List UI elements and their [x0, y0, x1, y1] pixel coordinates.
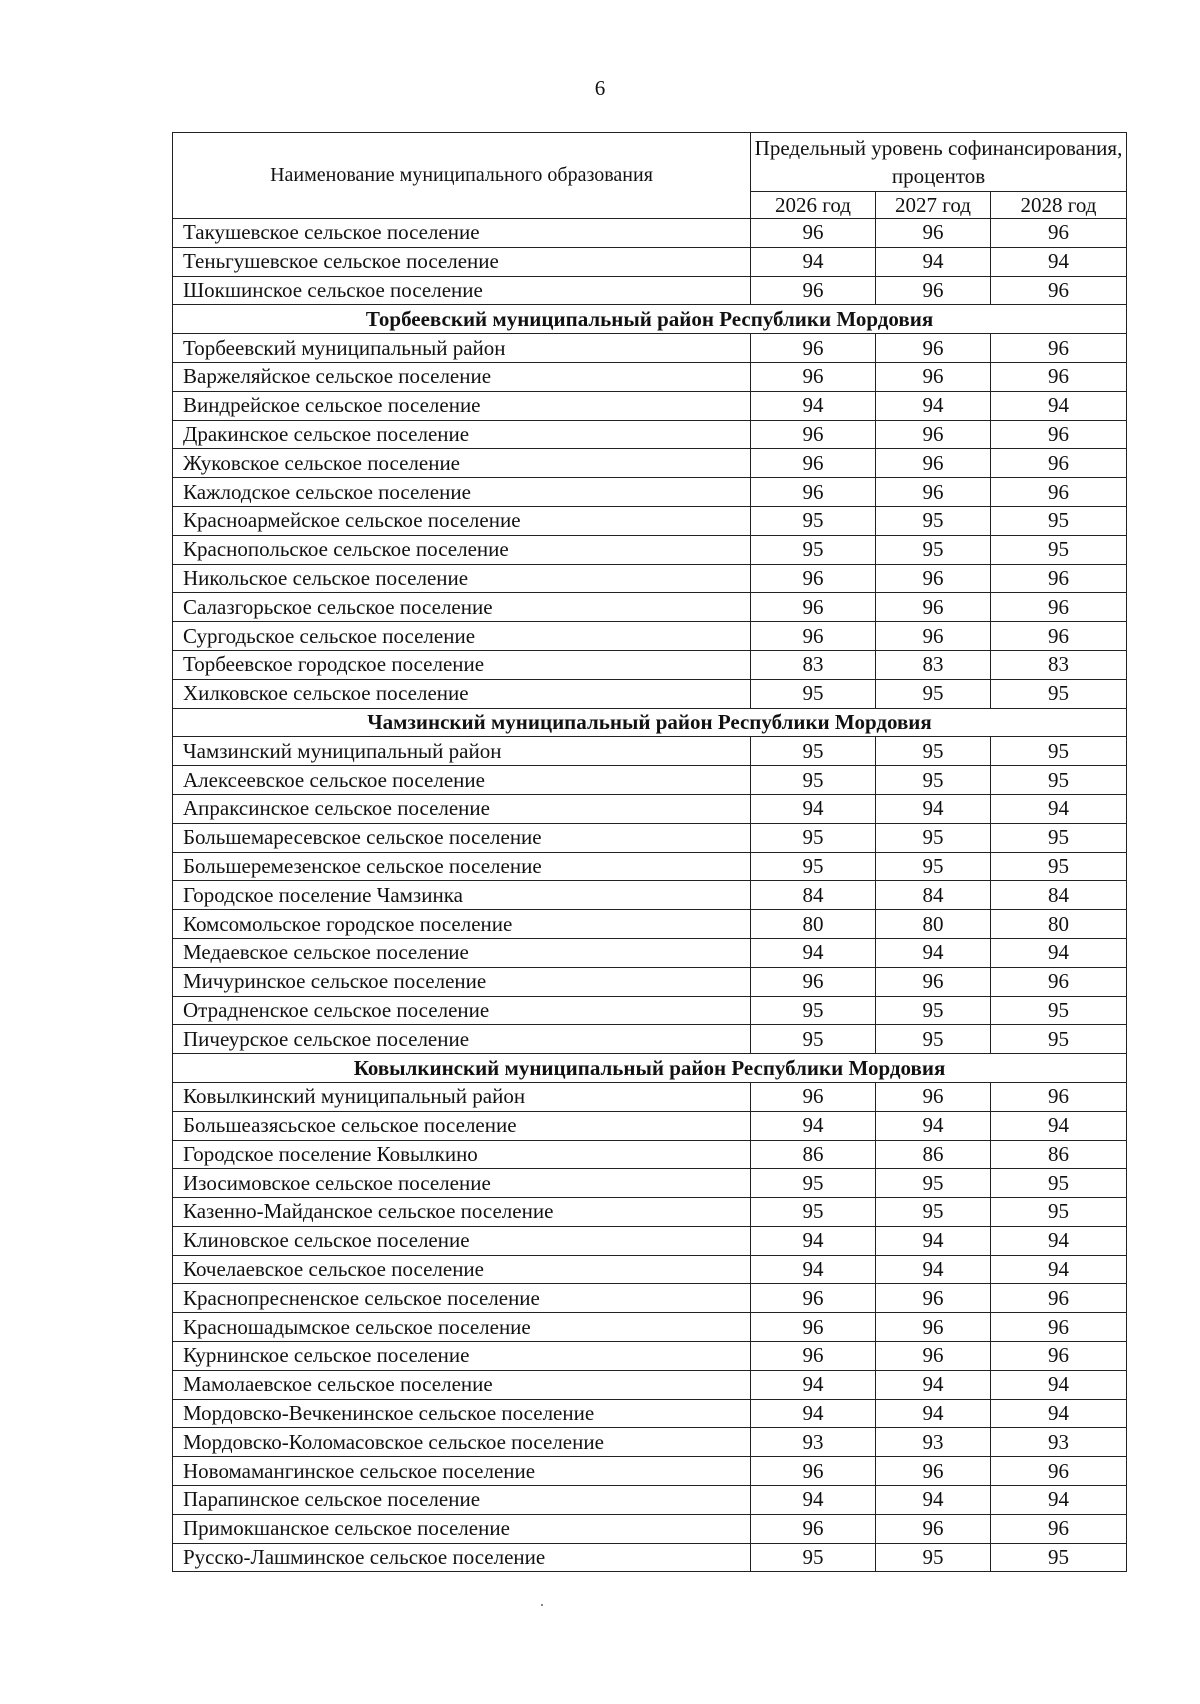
value-2026: 96: [751, 1342, 876, 1371]
value-2027: 96: [876, 449, 991, 478]
value-2026: 96: [751, 449, 876, 478]
municipality-name: Варжеляйское сельское поселение: [173, 362, 751, 391]
value-2026: 94: [751, 794, 876, 823]
value-2028: 95: [991, 823, 1127, 852]
municipality-name: Большемаресевское сельское поселение: [173, 823, 751, 852]
municipality-name: Виндрейское сельское поселение: [173, 391, 751, 420]
value-2027: 96: [876, 564, 991, 593]
municipality-name: Городское поселение Чамзинка: [173, 881, 751, 910]
value-2027: 96: [876, 276, 991, 305]
district-group-title: Ковылкинский муниципальный район Республики Мордовия: [173, 1054, 1127, 1083]
municipality-name: Чамзинский муниципальный район: [173, 737, 751, 766]
municipality-name: Дракинское сельское поселение: [173, 420, 751, 449]
value-2026: 95: [751, 679, 876, 708]
municipality-name: Краснопольское сельское поселение: [173, 535, 751, 564]
table-row: [173, 1399, 1127, 1428]
value-2027: 95: [876, 1169, 991, 1198]
table-row: [173, 1111, 1127, 1140]
municipality-name: Отрадненское сельское поселение: [173, 996, 751, 1025]
table-row: [173, 737, 1127, 766]
value-2028: 95: [991, 1169, 1127, 1198]
district-group-row: [173, 305, 1127, 334]
table-row: [173, 449, 1127, 478]
municipality-name: Городское поселение Ковылкино: [173, 1140, 751, 1169]
value-2027: 95: [876, 1198, 991, 1227]
value-2026: 96: [751, 967, 876, 996]
value-2028: 96: [991, 1284, 1127, 1313]
municipality-name: Хилковское сельское поселение: [173, 679, 751, 708]
value-2028: 95: [991, 996, 1127, 1025]
table-row: [173, 219, 1127, 248]
value-2026: 96: [751, 593, 876, 622]
value-2026: 80: [751, 910, 876, 939]
value-2027: 96: [876, 593, 991, 622]
municipality-name: Красноармейское сельское поселение: [173, 506, 751, 535]
header-year-2026: 2026 год: [751, 192, 876, 219]
value-2027: 94: [876, 1486, 991, 1515]
value-2028: 96: [991, 622, 1127, 651]
table-row: [173, 1457, 1127, 1486]
cofinancing-table: [172, 132, 1127, 1572]
value-2026: 96: [751, 276, 876, 305]
value-2027: 93: [876, 1428, 991, 1457]
table-row: [173, 996, 1127, 1025]
table-row: [173, 247, 1127, 276]
value-2028: 86: [991, 1140, 1127, 1169]
municipality-name: Апраксинское сельское поселение: [173, 794, 751, 823]
value-2026: 96: [751, 420, 876, 449]
table-row: [173, 276, 1127, 305]
value-2026: 96: [751, 1457, 876, 1486]
municipality-name: Мамолаевское сельское поселение: [173, 1370, 751, 1399]
value-2027: 94: [876, 391, 991, 420]
municipality-name: Торбеевское городское поселение: [173, 650, 751, 679]
municipality-name: Шокшинское сельское поселение: [173, 276, 751, 305]
header-year-2027: 2027 год: [876, 192, 991, 219]
table-row: [173, 478, 1127, 507]
value-2027: 84: [876, 881, 991, 910]
value-2028: 96: [991, 478, 1127, 507]
value-2026: 94: [751, 391, 876, 420]
municipality-name: Мордовско-Коломасовское сельское поселение: [173, 1428, 751, 1457]
table-row: [173, 622, 1127, 651]
value-2026: 95: [751, 1025, 876, 1054]
table-row: [173, 1342, 1127, 1371]
value-2028: 96: [991, 334, 1127, 363]
municipality-name: Кажлодское сельское поселение: [173, 478, 751, 507]
value-2026: 94: [751, 1486, 876, 1515]
value-2027: 96: [876, 622, 991, 651]
district-group-row: [173, 708, 1127, 737]
value-2028: 96: [991, 362, 1127, 391]
table-row: [173, 362, 1127, 391]
value-2026: 95: [751, 766, 876, 795]
value-2028: 96: [991, 564, 1127, 593]
table-row: [173, 506, 1127, 535]
value-2027: 94: [876, 1111, 991, 1140]
value-2028: 94: [991, 247, 1127, 276]
municipality-name: Парапинское сельское поселение: [173, 1486, 751, 1515]
value-2028: 96: [991, 1342, 1127, 1371]
value-2026: 94: [751, 247, 876, 276]
municipality-name: Клиновское сельское поселение: [173, 1226, 751, 1255]
district-group-title: Торбеевский муниципальный район Республики Мордовия: [173, 305, 1127, 334]
value-2028: 95: [991, 852, 1127, 881]
municipality-name: Русско-Лашминское сельское поселение: [173, 1543, 751, 1572]
value-2026: 86: [751, 1140, 876, 1169]
table-row: [173, 1428, 1127, 1457]
municipality-name: Ковылкинский муниципальный район: [173, 1082, 751, 1111]
value-2027: 80: [876, 910, 991, 939]
value-2027: 96: [876, 1514, 991, 1543]
table-body: [173, 219, 1127, 1572]
value-2028: 94: [991, 391, 1127, 420]
value-2027: 96: [876, 219, 991, 248]
value-2028: 94: [991, 1255, 1127, 1284]
value-2028: 94: [991, 938, 1127, 967]
municipality-name: Большеазясьское сельское поселение: [173, 1111, 751, 1140]
municipality-name: Пичеурское сельское поселение: [173, 1025, 751, 1054]
table-row: [173, 1514, 1127, 1543]
municipality-name: Жуковское сельское поселение: [173, 449, 751, 478]
value-2027: 96: [876, 1284, 991, 1313]
value-2027: 95: [876, 852, 991, 881]
municipality-name: Мичуринское сельское поселение: [173, 967, 751, 996]
value-2026: 83: [751, 650, 876, 679]
table-row: [173, 823, 1127, 852]
value-2028: 96: [991, 219, 1127, 248]
value-2027: 96: [876, 478, 991, 507]
table-row: [173, 1543, 1127, 1572]
value-2028: 94: [991, 1486, 1127, 1515]
municipality-name: Новомамангинское сельское поселение: [173, 1457, 751, 1486]
table-row: [173, 1169, 1127, 1198]
value-2027: 95: [876, 679, 991, 708]
value-2028: 96: [991, 967, 1127, 996]
value-2026: 96: [751, 219, 876, 248]
value-2028: 95: [991, 506, 1127, 535]
table-row: [173, 794, 1127, 823]
municipality-name: Курнинское сельское поселение: [173, 1342, 751, 1371]
value-2028: 96: [991, 1514, 1127, 1543]
value-2027: 96: [876, 1313, 991, 1342]
value-2027: 94: [876, 1399, 991, 1428]
value-2026: 94: [751, 1399, 876, 1428]
value-2028: 80: [991, 910, 1127, 939]
value-2026: 95: [751, 737, 876, 766]
value-2026: 94: [751, 1255, 876, 1284]
value-2027: 95: [876, 737, 991, 766]
scan-speck: [541, 1604, 543, 1606]
value-2026: 95: [751, 1169, 876, 1198]
value-2026: 96: [751, 1313, 876, 1342]
table-row: [173, 1140, 1127, 1169]
value-2028: 95: [991, 1543, 1127, 1572]
value-2027: 96: [876, 420, 991, 449]
value-2026: 95: [751, 1543, 876, 1572]
value-2027: 96: [876, 1342, 991, 1371]
value-2026: 96: [751, 622, 876, 651]
value-2026: 94: [751, 1370, 876, 1399]
value-2026: 94: [751, 1226, 876, 1255]
value-2028: 96: [991, 276, 1127, 305]
table-row: [173, 1226, 1127, 1255]
municipality-name: Медаевское сельское поселение: [173, 938, 751, 967]
value-2027: 94: [876, 938, 991, 967]
value-2026: 95: [751, 996, 876, 1025]
value-2026: 96: [751, 478, 876, 507]
value-2028: 96: [991, 449, 1127, 478]
value-2028: 83: [991, 650, 1127, 679]
municipality-name: Салазгорьское сельское поселение: [173, 593, 751, 622]
municipality-name: Никольское сельское поселение: [173, 564, 751, 593]
table-row: [173, 391, 1127, 420]
value-2028: 84: [991, 881, 1127, 910]
value-2028: 95: [991, 535, 1127, 564]
header-name-column: Наименование муниципального образования: [173, 133, 751, 219]
value-2028: 95: [991, 679, 1127, 708]
municipality-name: Мордовско-Вечкенинское сельское поселение: [173, 1399, 751, 1428]
district-group-row: [173, 1054, 1127, 1083]
value-2026: 84: [751, 881, 876, 910]
value-2028: 94: [991, 1399, 1127, 1428]
table-row: [173, 334, 1127, 363]
value-2026: 96: [751, 334, 876, 363]
header-level-column: Предельный уровень софинансирования, процентов: [751, 133, 1127, 192]
table-row: [173, 679, 1127, 708]
table-row: [173, 1486, 1127, 1515]
table-row: [173, 1198, 1127, 1227]
value-2028: 96: [991, 1457, 1127, 1486]
municipality-name: Комсомольское городское поселение: [173, 910, 751, 939]
value-2027: 96: [876, 1082, 991, 1111]
district-group-title: Чамзинский муниципальный район Республики Мордовия: [173, 708, 1127, 737]
value-2027: 95: [876, 506, 991, 535]
value-2026: 94: [751, 1111, 876, 1140]
table-row: [173, 1025, 1127, 1054]
value-2026: 96: [751, 362, 876, 391]
value-2028: 95: [991, 1198, 1127, 1227]
value-2028: 94: [991, 794, 1127, 823]
value-2027: 95: [876, 766, 991, 795]
value-2028: 95: [991, 766, 1127, 795]
value-2027: 95: [876, 1543, 991, 1572]
value-2028: 94: [991, 1226, 1127, 1255]
municipality-name: Большеремезенское сельское поселение: [173, 852, 751, 881]
value-2026: 93: [751, 1428, 876, 1457]
table-row: [173, 1370, 1127, 1399]
value-2027: 94: [876, 1370, 991, 1399]
municipality-name: Красношадымское сельское поселение: [173, 1313, 751, 1342]
value-2028: 93: [991, 1428, 1127, 1457]
municipality-name: Краснопресненское сельское поселение: [173, 1284, 751, 1313]
page-number: 6: [594, 76, 606, 100]
municipality-name: Казенно-Майданское сельское поселение: [173, 1198, 751, 1227]
table-row: [173, 535, 1127, 564]
table-row: [173, 420, 1127, 449]
municipality-name: Примокшанское сельское поселение: [173, 1514, 751, 1543]
value-2028: 96: [991, 1082, 1127, 1111]
value-2027: 95: [876, 1025, 991, 1054]
value-2027: 96: [876, 1457, 991, 1486]
table-row: [173, 881, 1127, 910]
value-2028: 96: [991, 420, 1127, 449]
table-row: [173, 564, 1127, 593]
value-2027: 95: [876, 823, 991, 852]
value-2027: 94: [876, 247, 991, 276]
municipality-name: Сургодьское сельское поселение: [173, 622, 751, 651]
value-2028: 96: [991, 593, 1127, 622]
table-row: [173, 1255, 1127, 1284]
value-2026: 95: [751, 852, 876, 881]
value-2027: 94: [876, 1255, 991, 1284]
municipality-name: Теньгушевское сельское поселение: [173, 247, 751, 276]
value-2027: 96: [876, 967, 991, 996]
value-2027: 96: [876, 334, 991, 363]
value-2027: 94: [876, 794, 991, 823]
table-row: [173, 593, 1127, 622]
value-2026: 95: [751, 823, 876, 852]
value-2026: 96: [751, 1082, 876, 1111]
municipality-name: Алексеевское сельское поселение: [173, 766, 751, 795]
value-2027: 83: [876, 650, 991, 679]
municipality-name: Кочелаевское сельское поселение: [173, 1255, 751, 1284]
value-2026: 96: [751, 564, 876, 593]
table-row: [173, 766, 1127, 795]
value-2028: 95: [991, 1025, 1127, 1054]
value-2026: 96: [751, 1284, 876, 1313]
value-2028: 94: [991, 1111, 1127, 1140]
value-2027: 95: [876, 996, 991, 1025]
value-2026: 96: [751, 1514, 876, 1543]
table-row: [173, 910, 1127, 939]
value-2027: 95: [876, 535, 991, 564]
table-row: [173, 967, 1127, 996]
value-2028: 96: [991, 1313, 1127, 1342]
table-row: [173, 1082, 1127, 1111]
value-2028: 95: [991, 737, 1127, 766]
table-row: [173, 1284, 1127, 1313]
table-row: [173, 852, 1127, 881]
value-2026: 95: [751, 506, 876, 535]
municipality-name: Торбеевский муниципальный район: [173, 334, 751, 363]
value-2027: 96: [876, 362, 991, 391]
value-2026: 95: [751, 1198, 876, 1227]
value-2028: 94: [991, 1370, 1127, 1399]
table-row: [173, 1313, 1127, 1342]
value-2027: 86: [876, 1140, 991, 1169]
value-2026: 94: [751, 938, 876, 967]
value-2026: 95: [751, 535, 876, 564]
value-2027: 94: [876, 1226, 991, 1255]
municipality-name: Такушевское сельское поселение: [173, 219, 751, 248]
table-row: [173, 938, 1127, 967]
municipality-name: Изосимовское сельское поселение: [173, 1169, 751, 1198]
header-year-2028: 2028 год: [991, 192, 1127, 219]
table-row: [173, 650, 1127, 679]
